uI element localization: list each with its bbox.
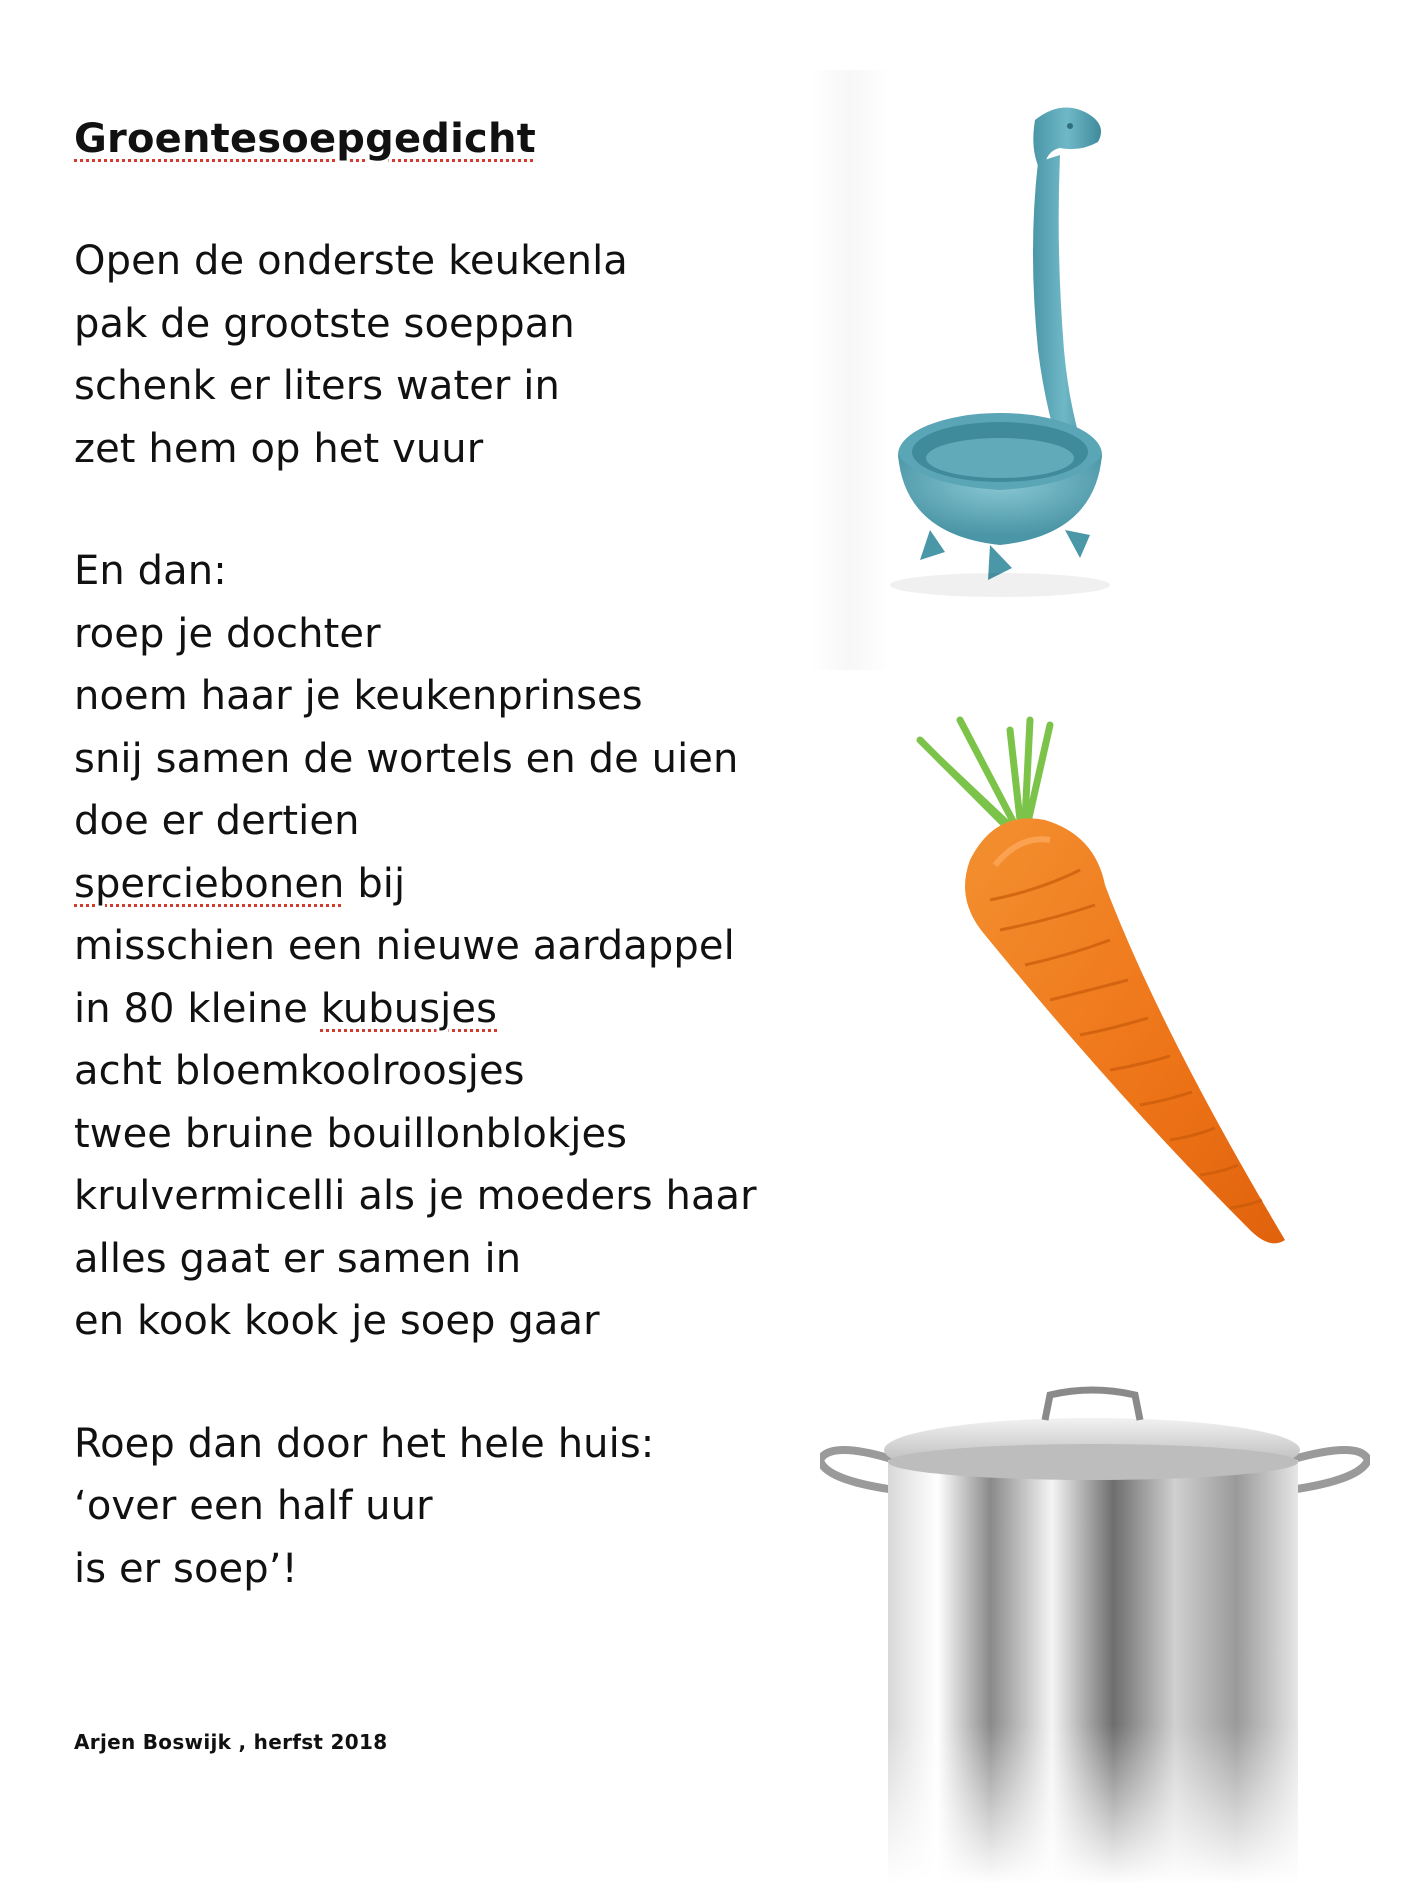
line-start: in 80 kleine	[74, 985, 321, 1032]
spellcheck-word: kubusjes	[320, 985, 498, 1032]
poem-title-text: Groentesoepgedicht	[74, 116, 536, 162]
soup-pot-icon	[820, 1380, 1370, 1884]
poem-line: misschien een nieuwe aardappel	[74, 923, 735, 969]
spellcheck-word: sperciebonen	[74, 860, 345, 907]
poem-line: noem haar je keukenprinses	[74, 673, 643, 719]
poem-line: twee bruine bouillonblokjes	[74, 1110, 628, 1157]
poem-line: is er soep’!	[74, 1545, 298, 1592]
poem-line: en kook kook je soep gaar	[74, 1298, 600, 1344]
poem-line: doe er dertien	[74, 798, 360, 844]
poem-line: alles gaat er samen in	[74, 1235, 522, 1282]
line-rest: bij	[344, 860, 406, 907]
poem-line: snij samen de wortels en de uien	[74, 735, 739, 782]
stanza-1	[74, 230, 794, 480]
poem-line: Roep dan door het hele huis:	[74, 1420, 655, 1467]
poem-line: schenk er liters water in	[74, 363, 560, 409]
poem-line: roep je dochter	[74, 610, 381, 657]
poem-line: krulvermicelli als je moeders haar	[74, 1173, 757, 1219]
poem-title	[74, 108, 794, 170]
carrot-icon	[900, 700, 1330, 1260]
stanza-2	[74, 540, 794, 1353]
author-credit: Arjen Boswijk , herfst 2018	[74, 1730, 388, 1754]
poem-line: acht bloemkoolroosjes	[74, 1048, 525, 1094]
poem-line	[74, 853, 794, 916]
poem-line: zet hem op het vuur	[74, 425, 484, 472]
poem-line	[74, 978, 794, 1041]
poem-line: pak de grootste soeppan	[74, 300, 575, 347]
stanza-3	[74, 1413, 794, 1601]
poem-line: En dan:	[74, 548, 227, 594]
ladle-icon	[860, 90, 1220, 650]
poem-line: Open de onderste keukenla	[74, 238, 628, 284]
poem-line: ‘over een half uur	[74, 1483, 433, 1529]
poem	[74, 108, 794, 1600]
